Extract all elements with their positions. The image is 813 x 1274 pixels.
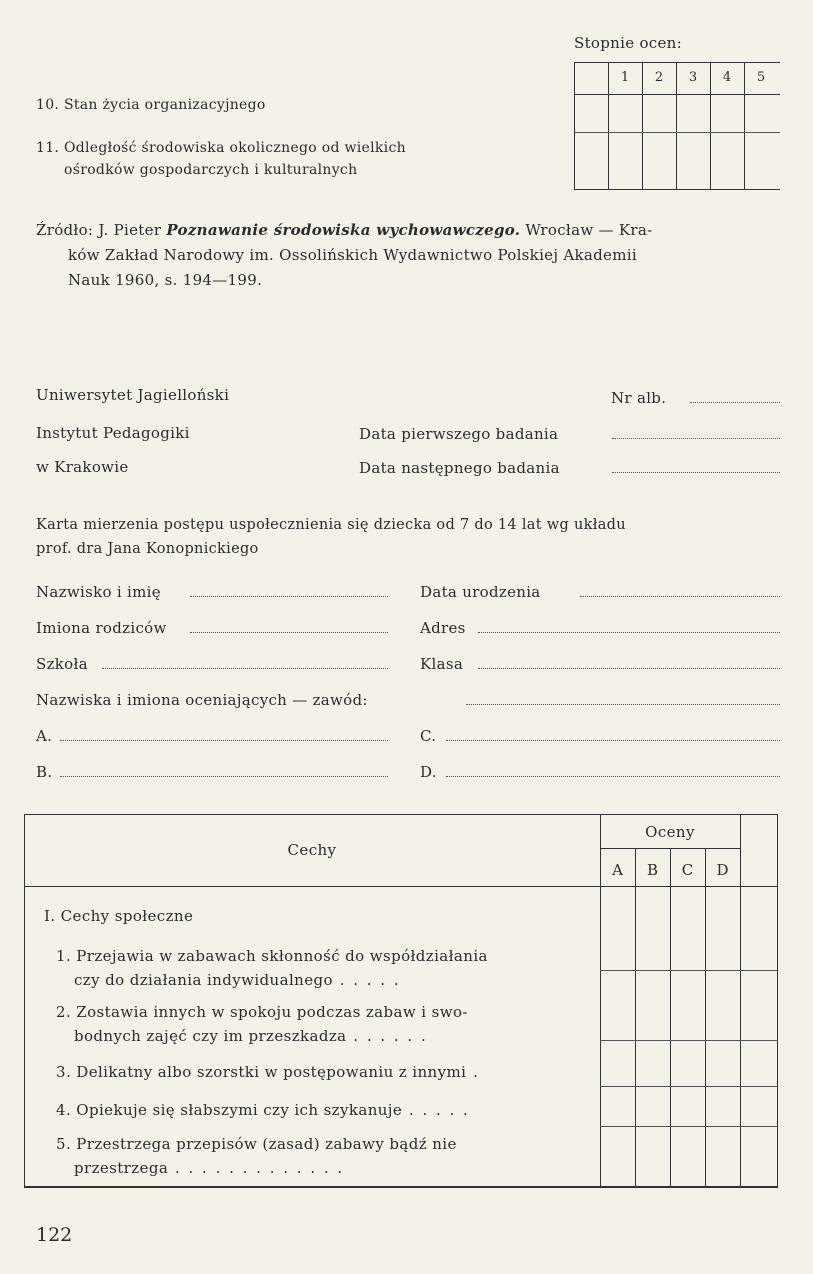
- source-line1-rest: Wrocław — Kra-: [525, 221, 653, 239]
- item-11-line2: ośrodków gospodarczych i kulturalnych: [64, 162, 358, 178]
- institute: Instytut Pedagogiki: [36, 424, 190, 442]
- trait-row-2-line1: 2. Zostawia innych w spokoju podczas zabaw i swo-: [56, 1003, 468, 1021]
- rater-d-label: D.: [420, 763, 437, 781]
- parents-label: Imiona rodziców: [36, 619, 167, 637]
- rater-a-field[interactable]: [60, 725, 388, 741]
- address-label: Adres: [420, 619, 466, 637]
- rater-d-field[interactable]: [446, 761, 780, 777]
- class-label: Klasa: [420, 655, 464, 673]
- item-10-text: Stan życia organizacyjnego: [63, 97, 266, 113]
- item-11-text: Odległość środowiska okolicznego od wielkich: [63, 140, 406, 156]
- rater-a-label: A.: [36, 727, 53, 745]
- traits-header: Cechy: [287, 841, 337, 859]
- card-title-line-1: Karta mierzenia postępu uspołecznienia się dziecka od 7 do 14 lat wg układu: [36, 517, 626, 533]
- trait-row-5-line1: 5. Przestrzega przepisów (zasad) zabawy bądź nie: [56, 1135, 457, 1153]
- rating-scale-title: Stopnie ocen:: [574, 34, 682, 52]
- item-11: [36, 140, 406, 156]
- rater-b-field[interactable]: [60, 761, 388, 777]
- birth-field[interactable]: [580, 581, 780, 597]
- rater-c-field[interactable]: [446, 725, 780, 741]
- card-title-line-2: prof. dra Jana Konopnickiego: [36, 541, 259, 557]
- rater-c-label: C.: [420, 727, 437, 745]
- rater-column-c: C: [681, 861, 694, 879]
- name-label: Nazwisko i imię: [36, 583, 161, 601]
- scale-level-1: 1: [620, 70, 630, 85]
- school-label: Szkoła: [36, 655, 88, 673]
- raters-label: Nazwiska i imiona oceniających — zawód:: [36, 691, 368, 709]
- next-exam-field[interactable]: [612, 457, 780, 473]
- source-line-2: ków Zakład Narodowy im. Ossolińskich Wydawnictwo Polskiej Akademii: [68, 246, 637, 264]
- trait-row-1-line1: 1. Przejawia w zabawach skłonność do współdziałania: [56, 947, 488, 965]
- address-field[interactable]: [478, 617, 780, 633]
- nr-alb-label: Nr alb.: [611, 389, 667, 407]
- first-exam-field[interactable]: [612, 423, 780, 439]
- item-10-number: 10.: [36, 97, 60, 113]
- page-number: 122: [36, 1224, 73, 1246]
- scale-level-5: 5: [756, 70, 766, 85]
- trait-row-2-line2: bodnych zajęć czy im przeszkadza . . . . . .: [74, 1027, 428, 1045]
- raters-field[interactable]: [466, 689, 780, 705]
- source-title: Poznawanie środowiska wychowawczego.: [166, 221, 521, 239]
- rater-column-b: B: [646, 861, 659, 879]
- rater-column-d: D: [716, 861, 729, 879]
- section-title: I. Cechy społeczne: [44, 907, 194, 925]
- parents-field[interactable]: [190, 617, 388, 633]
- name-field[interactable]: [190, 581, 388, 597]
- source-line-1: [36, 221, 653, 239]
- rating-scale-table: [574, 62, 780, 190]
- source-label: Źródło:: [36, 221, 94, 239]
- university: Uniwersytet Jagielloński: [36, 386, 230, 404]
- trait-row-3: 3. Delikatny albo szorstki w postępowaniu z innymi .: [56, 1063, 480, 1081]
- school-field[interactable]: [102, 653, 388, 669]
- trait-row-5-line2: przestrzega . . . . . . . . . . . . .: [74, 1159, 345, 1177]
- ratings-header: Oceny: [645, 823, 695, 841]
- item-11-number: 11.: [36, 140, 60, 156]
- class-field[interactable]: [478, 653, 780, 669]
- nr-alb-field[interactable]: [690, 387, 780, 403]
- first-exam-label: Data pierwszego badania: [359, 425, 559, 443]
- scale-level-3: 3: [688, 70, 698, 85]
- item-10: [36, 97, 266, 113]
- traits-table: [24, 814, 778, 1188]
- trait-row-4: 4. Opiekuje się słabszymi czy ich szykanuje . . . . .: [56, 1101, 470, 1119]
- trait-row-1-line2: czy do działania indywidualnego . . . . .: [74, 971, 401, 989]
- source-line-3: Nauk 1960, s. 194—199.: [68, 271, 263, 289]
- source-author: J. Pieter: [98, 221, 162, 239]
- city: w Krakowie: [36, 458, 129, 476]
- scale-level-4: 4: [722, 70, 732, 85]
- scale-level-2: 2: [654, 70, 664, 85]
- rater-b-label: B.: [36, 763, 53, 781]
- birth-label: Data urodzenia: [420, 583, 541, 601]
- rater-column-a: A: [612, 861, 623, 879]
- next-exam-label: Data następnego badania: [359, 459, 560, 477]
